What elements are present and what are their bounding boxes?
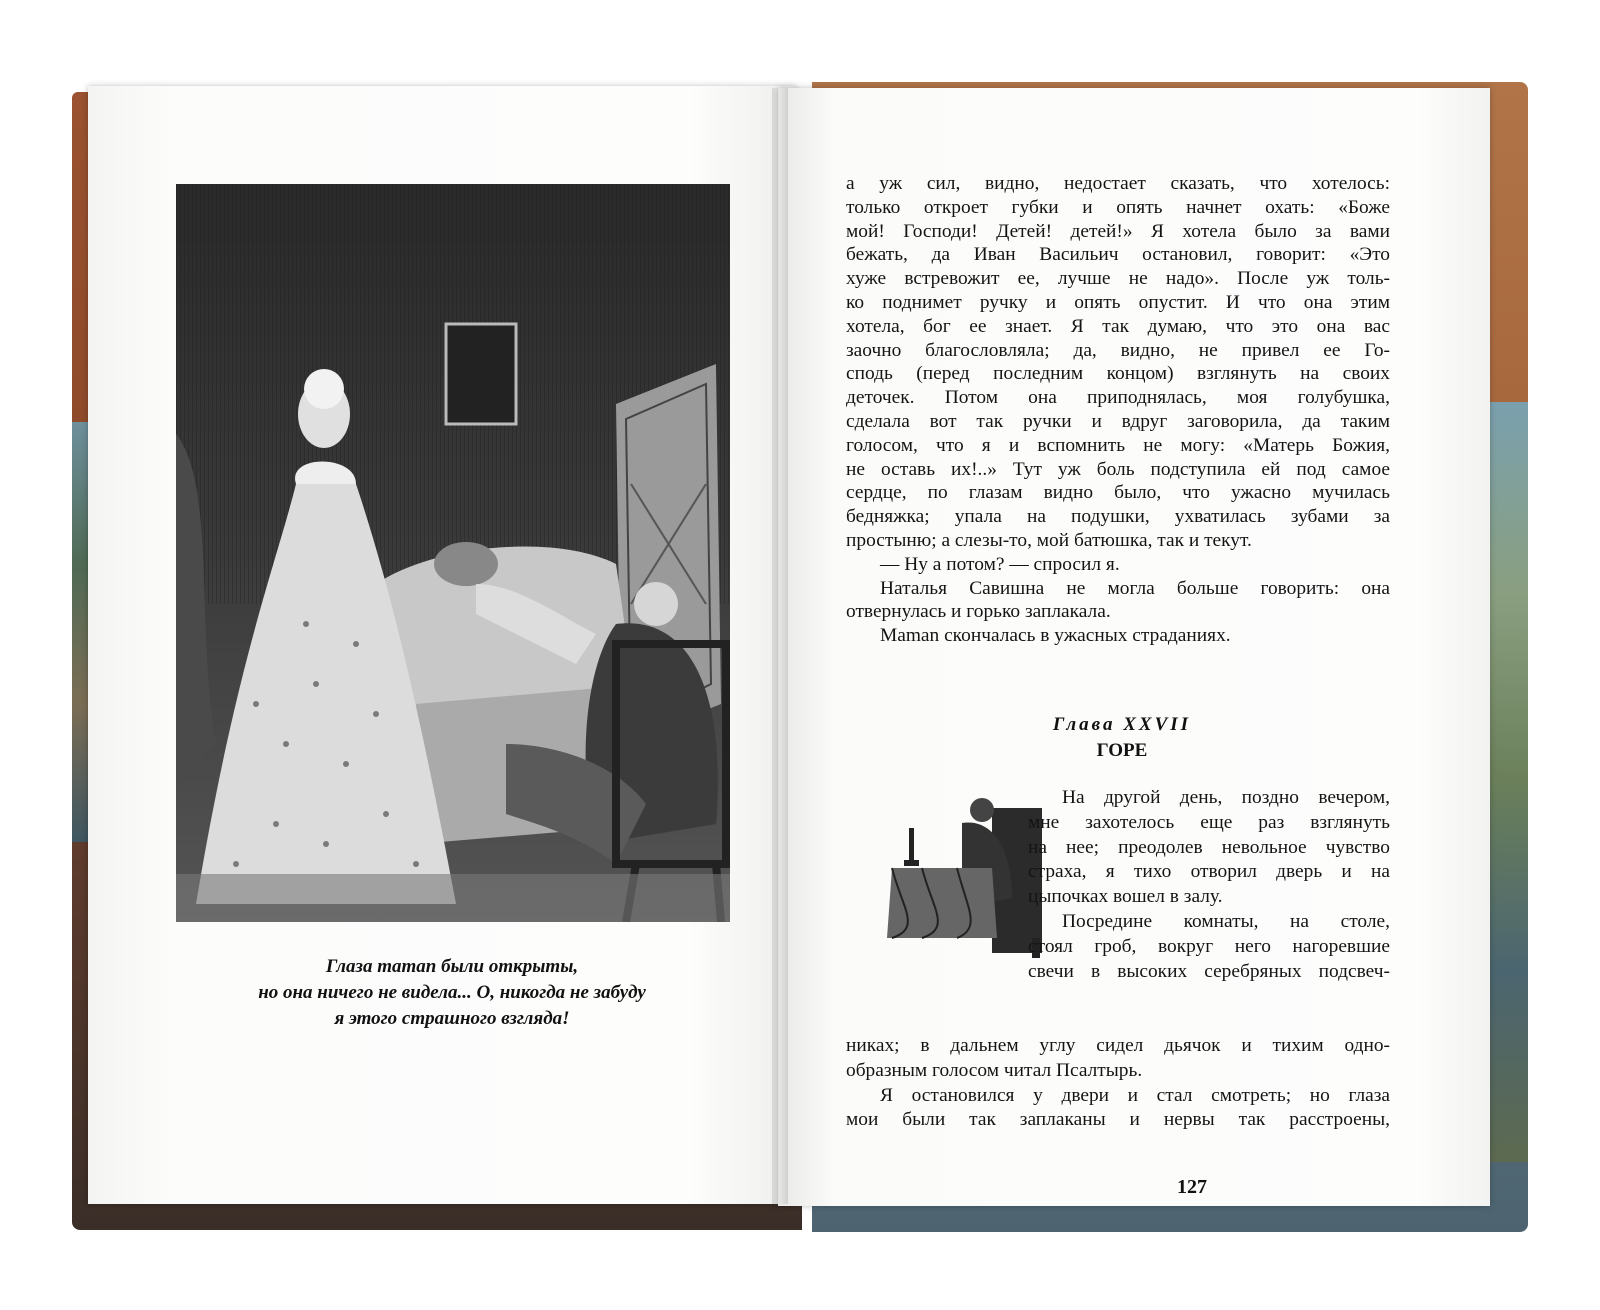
text-line: образным голосом читал Псалтырь. <box>846 1059 1143 1081</box>
text-line: на нее; преодолев невольное чувство <box>1028 836 1390 858</box>
main-text-block <box>846 172 1390 648</box>
text-line: мои были так заплаканы и нервы так расстроены, <box>846 1109 1390 1131</box>
text-line: ко поднимет ручку и опять опустит. И что она этим <box>846 291 1390 313</box>
text-line: мой! Господи! Детей! детей!» Я хотела было за вами <box>846 220 1390 242</box>
text-line: не оставь их!..» Тут уж боль подступила ей под самое <box>846 458 1390 480</box>
text-line: хотела, бог ее знает. Я так думаю, что это она вас <box>846 315 1390 337</box>
text-line: Maman скончалась в ужасных страданиях. <box>880 625 1231 647</box>
text-line: свечи в высоких серебряных подсвеч- <box>1028 960 1390 982</box>
text-line: Посредине комнаты, на столе, <box>1062 910 1390 932</box>
text-line: простыню; а слезы-то, мой батюшка, так и текут. <box>846 529 1252 551</box>
text-line: никах; в дальнем углу сидел дьячок и тихим одно- <box>846 1035 1390 1056</box>
text-line: бедняжка; упала на подушки, ухватилась зубами за <box>846 506 1390 528</box>
continuation-text-block <box>846 1034 1390 1133</box>
text-line: Я остановился у двери и стал смотреть; но глаза <box>880 1084 1390 1106</box>
dialogue-line: — Ну а потом? — спросил я. <box>880 553 1120 575</box>
chapter-text-block <box>1028 786 1390 984</box>
chapter-title: ГОРЕ <box>1096 740 1148 761</box>
cover-art-strip-right <box>1488 402 1528 1162</box>
text-line: голосом, что я и вспомнить не могу: «Матерь Божия, <box>846 434 1390 456</box>
book-gutter <box>772 88 788 1204</box>
text-line: Наталья Савишна не могла больше говорить: она <box>880 577 1390 599</box>
caption-line-2: но она ничего не видела... О, никогда не забуду <box>258 982 646 1003</box>
text-line: сделала вот так ручки и вдруг заговорила, да таким <box>846 410 1390 432</box>
open-book <box>72 82 1528 1232</box>
text-line: сподь (перед последним концом) взглянуть на своих <box>846 363 1390 385</box>
text-line: бежать, да Иван Васильич остановил, говорит: «Это <box>846 244 1390 266</box>
text-line: сердце, по глазам видно было, что ужасно мучилась <box>846 482 1390 504</box>
text-line: мне захотелось еще раз взглянуть <box>1028 811 1390 833</box>
text-line: цыпочках вошел в залу. <box>1028 886 1223 908</box>
engraving-drawing <box>176 184 730 922</box>
caption-line-1: Глаза maman были открыты, <box>325 956 579 977</box>
text-line: деточек. Потом она приподнялась, моя голубушка, <box>846 387 1390 409</box>
text-line: а уж сил, видно, недостает сказать, что хотелось: <box>846 173 1390 194</box>
page-number: 127 <box>1177 1176 1207 1198</box>
text-line: На другой день, поздно вечером, <box>1062 787 1390 808</box>
text-line: страха, я тихо отворил дверь и на <box>1028 861 1390 883</box>
caption-line-3: я этого страшного взгляда! <box>334 1008 570 1029</box>
text-line: отвернулась и горько заплакала. <box>846 601 1111 623</box>
illustration-caption <box>182 954 722 1032</box>
text-line: заочно благословляла; да, видно, не привел ее Го- <box>846 339 1390 361</box>
chapter-number: Глава XXVII <box>1052 714 1192 735</box>
engraving-illustration <box>176 184 730 922</box>
text-line: хуже встревожит ее, лучше не надо». После уж толь- <box>846 268 1390 290</box>
text-line: стоял гроб, вокруг него нагоревшие <box>1028 935 1390 957</box>
text-line: только откроет губки и опять начнет охать: «Боже <box>846 196 1390 218</box>
